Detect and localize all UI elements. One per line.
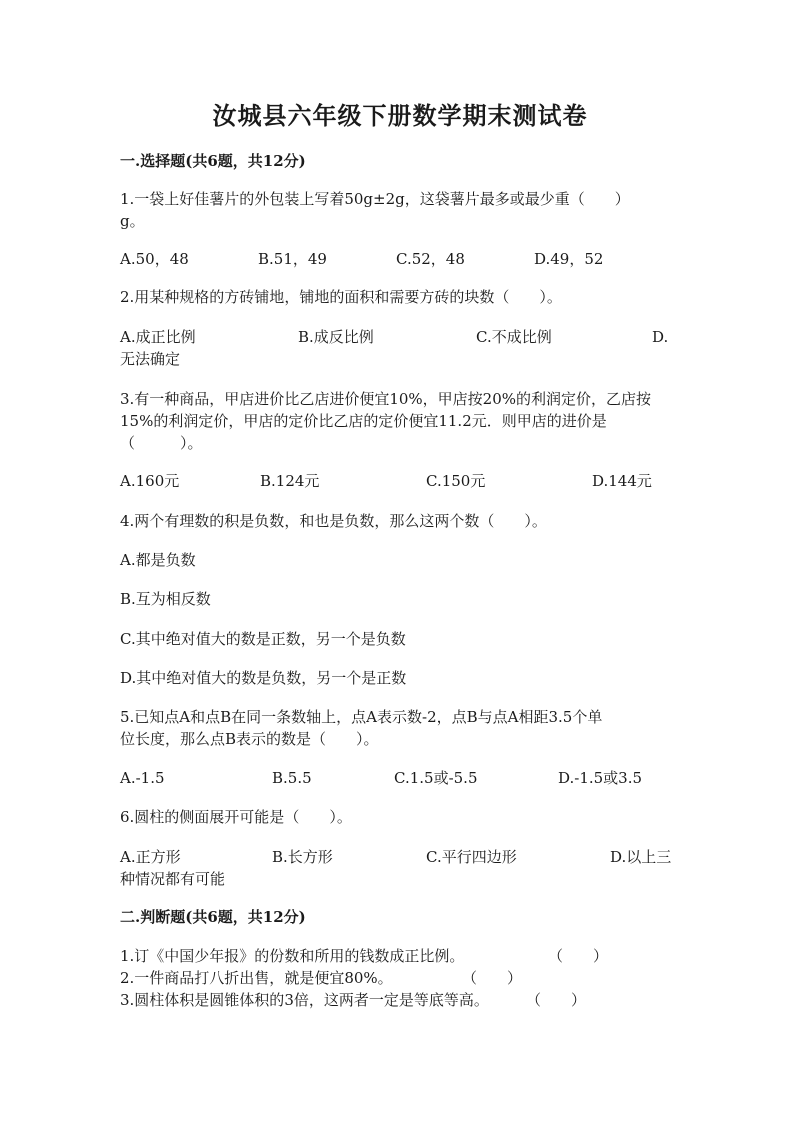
question-2-option-d: D.: [652, 328, 669, 346]
question-1-option-c: C.52，48: [396, 250, 465, 268]
question-1-line-2: g。: [120, 212, 145, 230]
question-5-option-c: C.1.5或-5.5: [394, 769, 478, 787]
question-3-line-1: 3.有一种商品，甲店进价比乙店进价便宜10%，甲店按20%的利润定价，乙店按: [120, 390, 651, 408]
question-4-option-b: B.互为相反数: [120, 590, 211, 608]
judgment-item-3-answer-paren: （ ）: [526, 991, 587, 1009]
question-2-option-b: B.成反比例: [298, 328, 374, 346]
question-3-option-c: C.150元: [426, 472, 486, 490]
question-3-option-d: D.144元: [592, 472, 652, 490]
question-1-option-a: A.50，48: [120, 250, 189, 268]
question-5-option-a: A.-1.5: [120, 769, 165, 787]
question-3-line-3: （ ）。: [120, 434, 203, 452]
judgment-item-1-answer-paren: （ ）: [548, 947, 609, 965]
question-3-option-a: A.160元: [120, 472, 180, 490]
question-3-line-2: 15%的利润定价，甲店的定价比乙店的定价便宜11.2元．则甲店的进价是: [120, 412, 607, 430]
question-4-option-d: D.其中绝对值大的数是负数，另一个是正数: [120, 669, 407, 687]
section-heading-choice: 一.选择题(共6题，共12分): [120, 152, 306, 170]
question-5-option-b: B.5.5: [272, 769, 312, 787]
question-5-option-d: D.-1.5或3.5: [558, 769, 643, 787]
question-5-line-1: 5.已知点A和点B在同一条数轴上，点A表示数-2，点B与点A相距3.5个单: [120, 708, 603, 726]
judgment-item-1-text: 1.订《中国少年报》的份数和所用的钱数成正比例。: [120, 947, 465, 965]
question-4-option-a: A.都是负数: [120, 551, 196, 569]
question-2-option-a: A.成正比例: [120, 328, 196, 346]
judgment-item-2-text: 2.一件商品打八折出售，就是便宜80%。: [120, 969, 393, 987]
question-4-line-1: 4.两个有理数的积是负数，和也是负数，那么这两个数（ ）。: [120, 512, 547, 530]
question-6-option-b: B.长方形: [272, 848, 333, 866]
question-6-option-c: C.平行四边形: [426, 848, 517, 866]
question-4-option-c: C.其中绝对值大的数是正数，另一个是负数: [120, 630, 406, 648]
question-1-option-d: D.49，52: [534, 250, 604, 268]
page-title: 汝城县六年级下册数学期末测试卷: [212, 101, 588, 130]
question-2-option-d-continued: 无法确定: [120, 350, 181, 368]
question-6-option-d: D.以上三: [610, 848, 672, 866]
judgment-item-2-answer-paren: （ ）: [462, 969, 523, 987]
question-2-option-c: C.不成比例: [476, 328, 552, 346]
question-1-option-b: B.51，49: [258, 250, 327, 268]
question-6-option-a: A.正方形: [120, 848, 181, 866]
judgment-item-3-text: 3.圆柱体积是圆锥体积的3倍，这两者一定是等底等高。: [120, 991, 489, 1009]
question-1-line-1: 1.一袋上好佳薯片的外包装上写着50g±2g，这袋薯片最多或最少重（ ）: [120, 190, 630, 208]
question-6-line-1: 6.圆柱的侧面展开可能是（ ）。: [120, 808, 352, 826]
question-3-option-b: B.124元: [260, 472, 320, 490]
section-heading-judgment: 二.判断题(共6题，共12分): [120, 908, 306, 926]
question-5-line-2: 位长度，那么点B表示的数是（ ）。: [120, 730, 379, 748]
question-2-line-1: 2.用某种规格的方砖铺地，铺地的面积和需要方砖的块数（ ）。: [120, 288, 562, 306]
question-6-option-d-continued: 种情况都有可能: [120, 870, 226, 888]
